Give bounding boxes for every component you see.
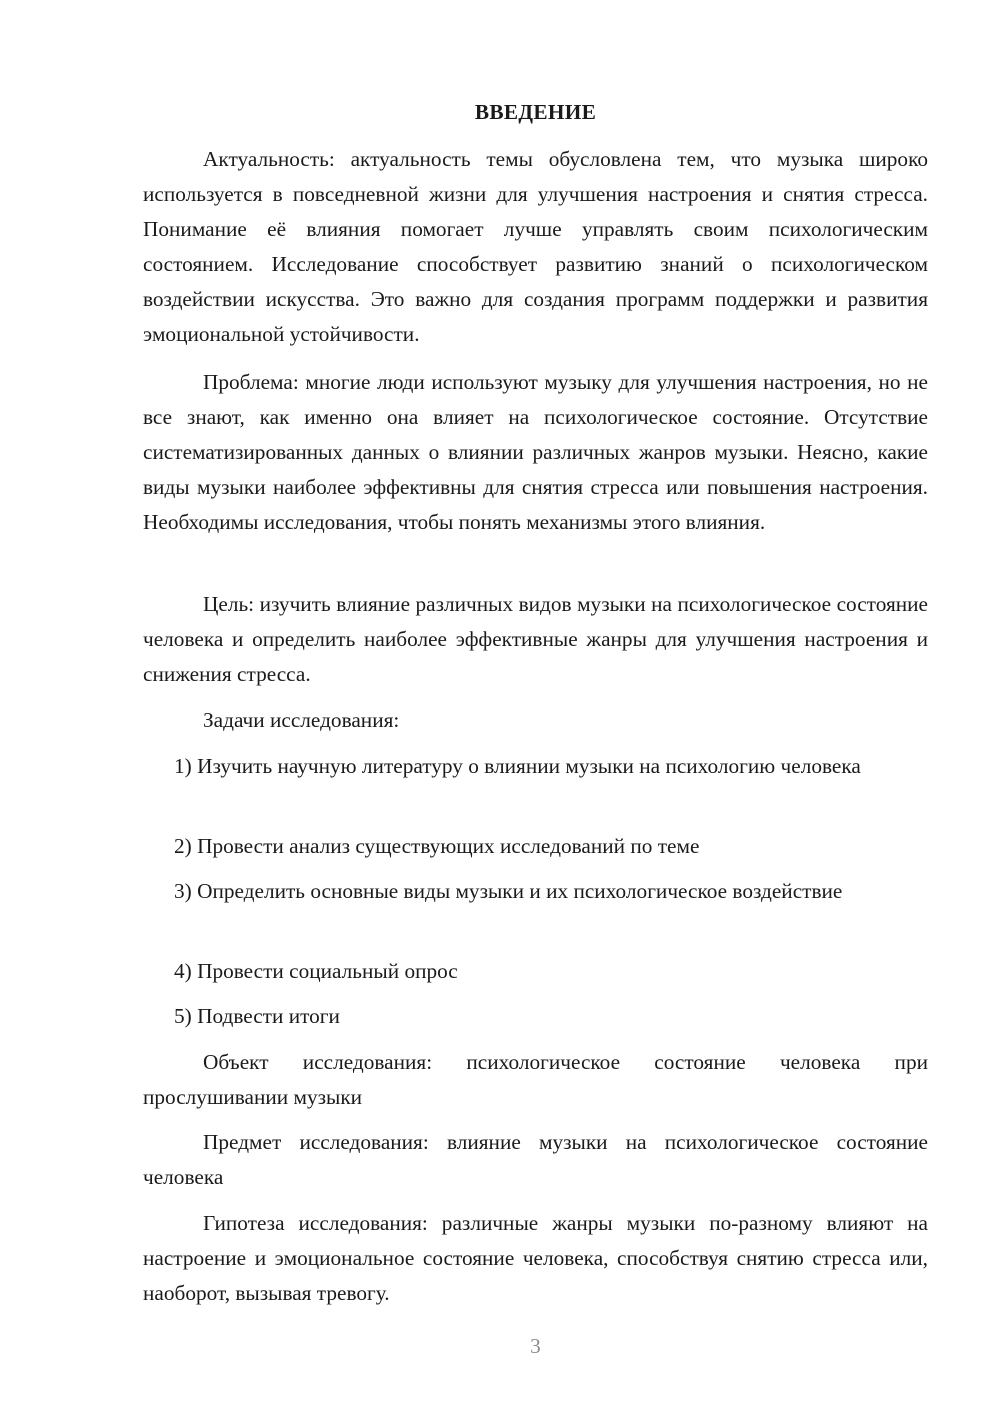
task-item-4: 4) Провести социальный опрос [174,959,458,983]
task-item-2: 2) Провести анализ существующих исследований по теме [174,834,700,858]
task-item-5: 5) Подвести итоги [174,1004,340,1028]
document-page [143,0,928,1414]
paragraph-problem: Проблема: многие люди используют музыку для улучшения настроения, но не все знают, как именно она влияет на психологическое состояние. Отсутствие систематизированных данных о влиянии различных жанров музыки. Неясно, какие виды музыки наиболее эффективны для снятия стресса или повышения настроения. Необходимы исследования, чтобы понять механизмы этого влияния. [143,370,928,534]
paragraph-relevance: Актуальность: актуальность темы обусловлена тем, что музыка широко используется в повседневной жизни для улучшения настроения и снятия стресса. Понимание её влияния помогает лучше управлять своим психологическим состоянием. Исследование способствует развитию знаний о психологическом воздействии искусства. Это важно для создания программ поддержки и развития эмоциональной устойчивости. [143,147,928,346]
task-item-1: 1) Изучить научную литературу о влиянии музыки на психологию человека [174,754,861,778]
paragraph-subject: Предмет исследования: влияние музыки на психологическое состояние человека [143,1130,928,1189]
page-title: ВВЕДЕНИЕ [474,100,597,124]
paragraph-object: Объект исследования: психологическое состояние человека при прослушивании музыки [143,1050,928,1109]
task-item-3: 3) Определить основные виды музыки и их психологическое воздействие [174,879,843,903]
paragraph-goal: Цель: изучить влияние различных видов музыки на психологическое состояние человека и определить наиболее эффективные жанры для улучшения настроения и снижения стресса. [143,592,928,686]
page-number: 3 [530,1334,541,1358]
paragraph-hypothesis: Гипотеза исследования: различные жанры музыки по-разному влияют на настроение и эмоциональное состояние человека, способствуя снятию стресса или, наоборот, вызывая тревогу. [143,1211,928,1305]
tasks-heading: Задачи исследования: [203,708,400,732]
